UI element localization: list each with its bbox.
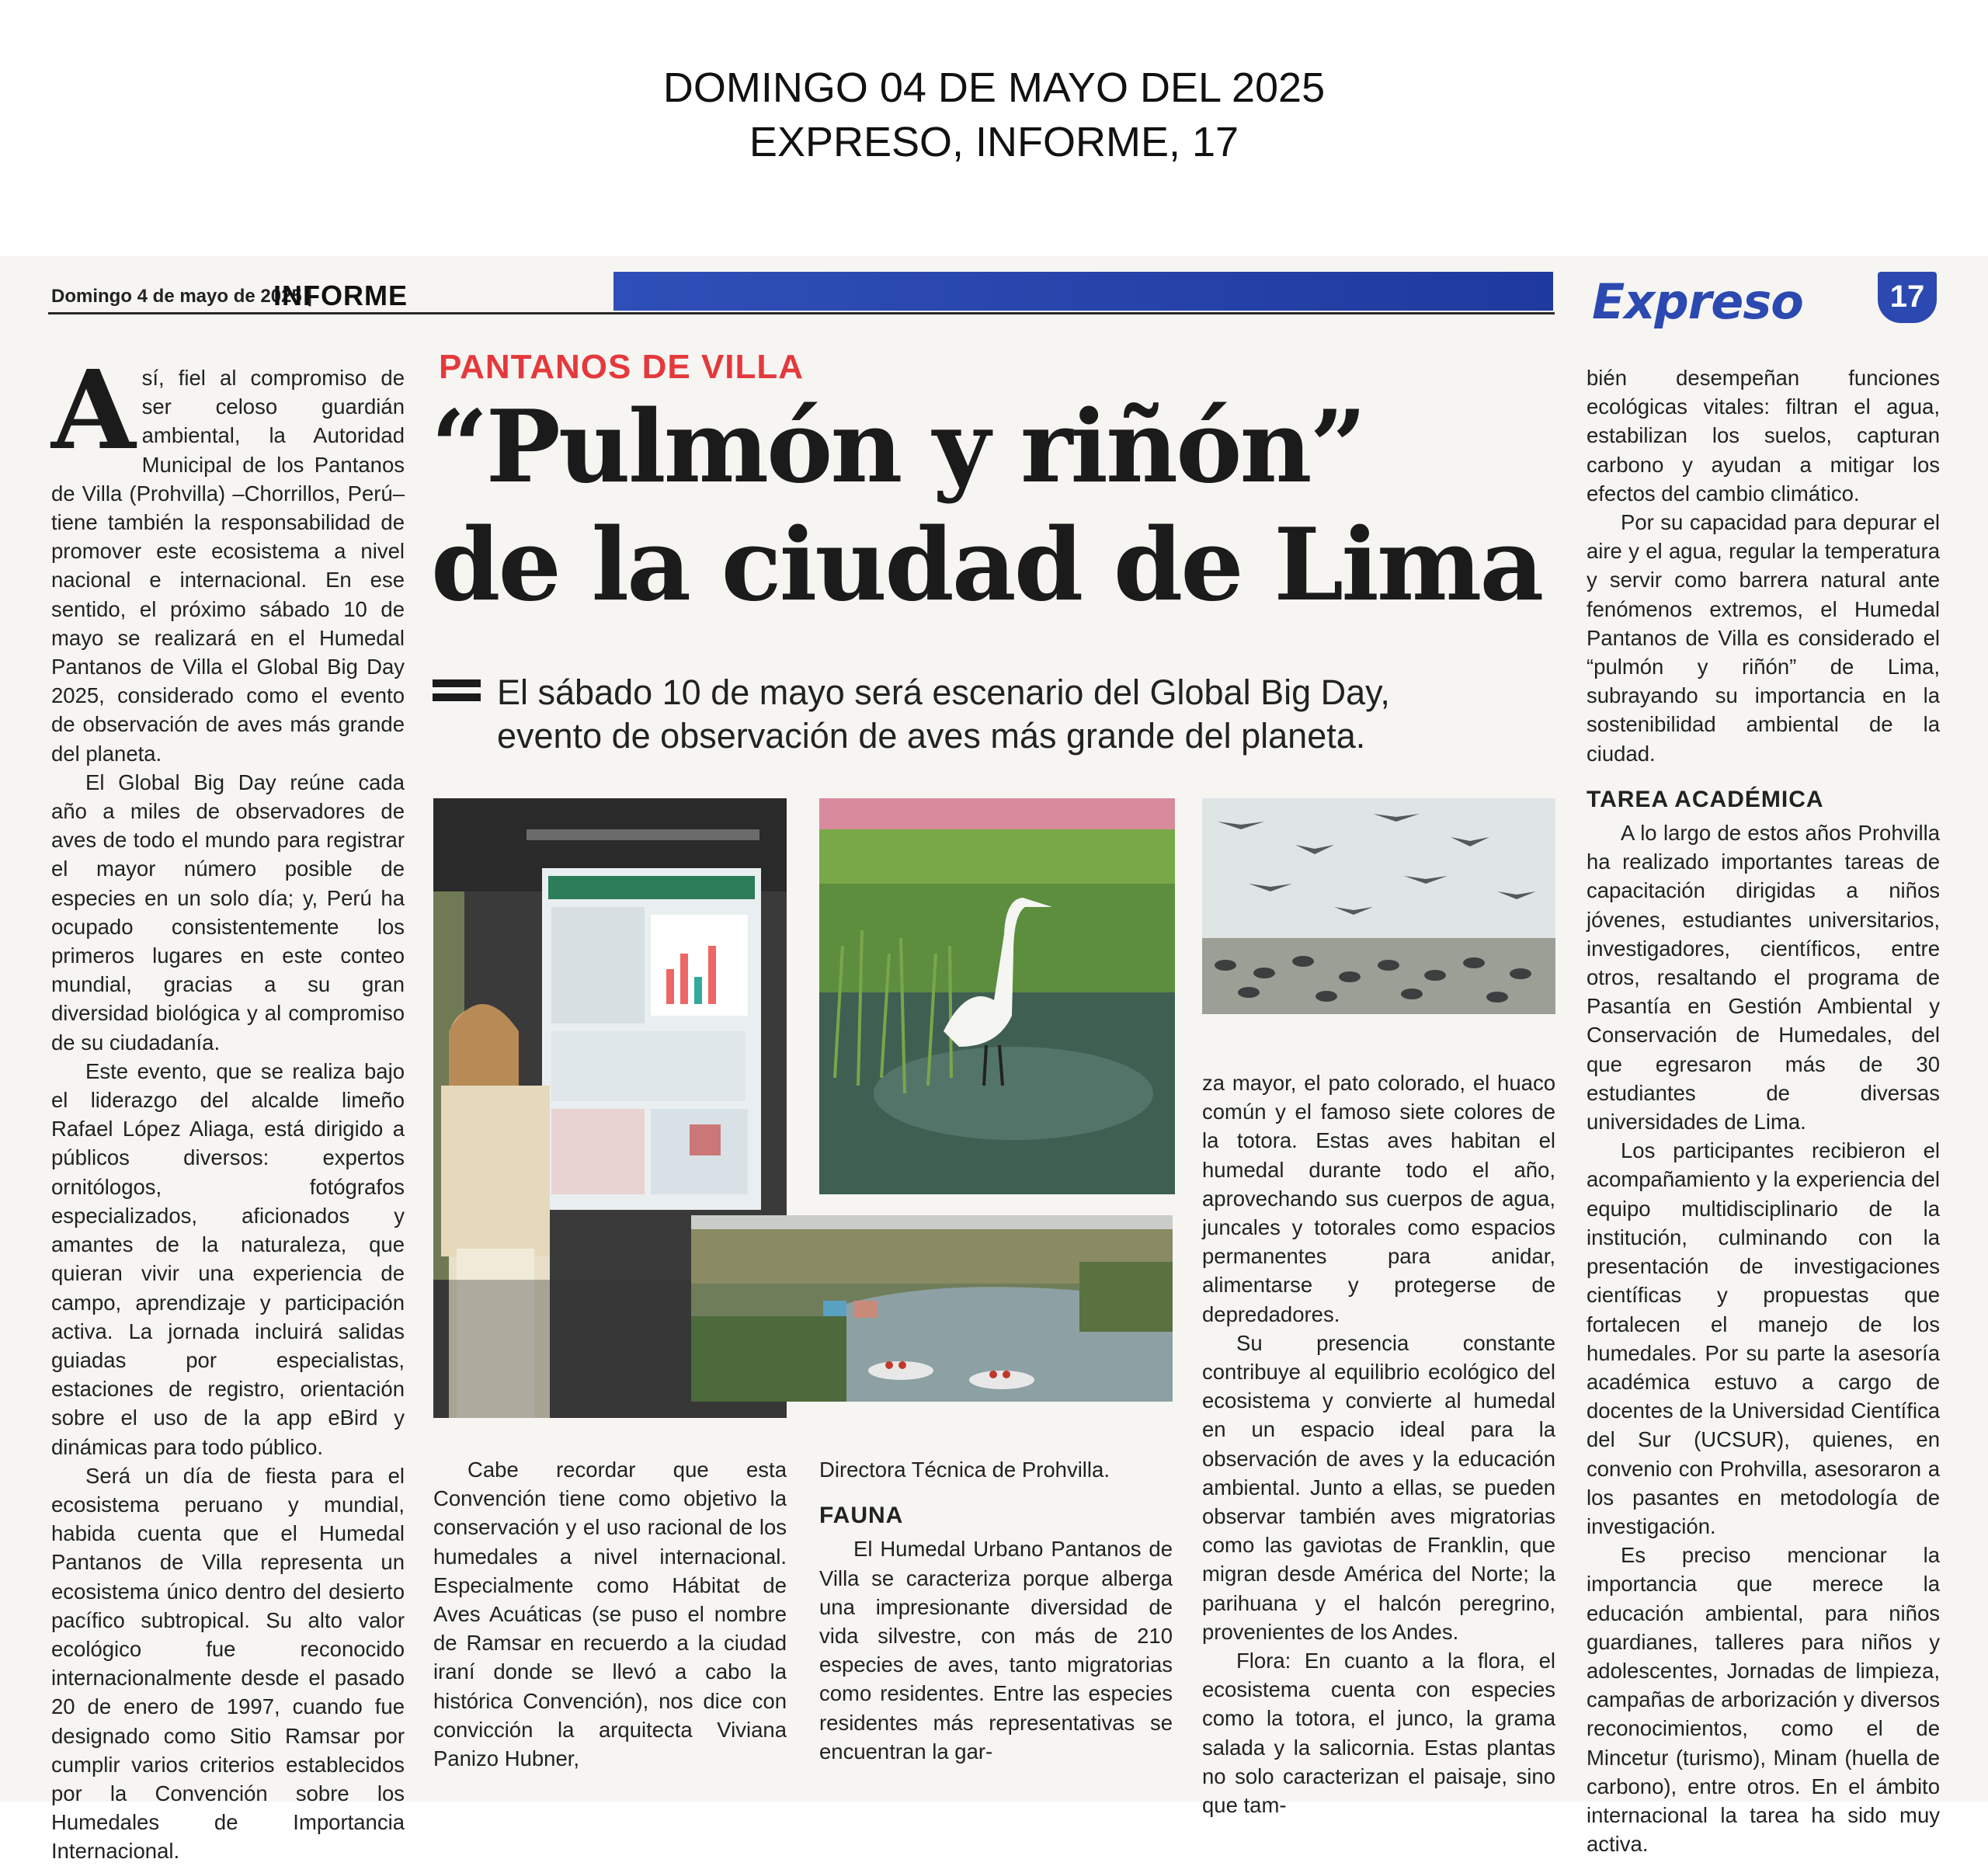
paragraph: Será un día de fiesta para el ecosistema peruano y mundial, habida cuenta que el Humedal Pantanos de Villa representa un ecosistema único dentro del desierto pacífico subtropical. Su alto valor ecológico fue reconocido internacionalmente desde el pasado 20 de enero de 1997, cuando fue designado como Sitio Ramsar por cumplir varios criterios establecidos por la Convención sobre los Humedales de Importancia Internacional.: [51, 1463, 405, 1864]
deck-line-2: evento de observación de aves más grande del planeta.: [497, 716, 1366, 756]
column-5: [1587, 363, 1940, 1858]
paragraph: El Humedal Urbano Pantanos de Villa se caracteriza porque alberga una impresionante diversidad de vida silvestre, con más de 210 especies de aves, tanto migratorias como residentes. Entre las especies residentes más representativas se encuentran la gar-: [819, 1537, 1173, 1763]
paragraph: Flora: En cuanto a la flora, el ecosistema cuenta con especies como la totora, el junco, la grama salada y la salicornia. Estas plantas no solo caracterizan el paisaje, sino que tam-: [1202, 1649, 1555, 1818]
article-deck: [497, 671, 1507, 758]
photo-lagoon-boats-image: [691, 1215, 1173, 1402]
paragraph: Directora Técnica de Prohvilla.: [819, 1458, 1110, 1482]
deck-marker-icon-2: [433, 693, 481, 701]
page-number-badge: 17: [1878, 272, 1937, 323]
drop-cap: A: [51, 347, 136, 474]
photo-egret: [819, 798, 1175, 1194]
paragraph: Este evento, que se realiza bajo el liderazgo del alcalde limeño Rafael López Aliaga, está dirigido a públicos diversos: expertos ornitólogos, fotógrafos especializados, aficionados y amantes de la naturaleza, que quieran vivir una experiencia de campo, aprendizaje y participación activa. La jornada incluirá salidas guiadas por especialistas, estaciones de registro, orientación sobre el uso de la app eBird y dinámicas para todo público.: [51, 1058, 405, 1459]
paragraph: Por su capacidad para depurar el aire y el agua, regular la temperatura y servir como barrera natural ante fenómenos extremos, el Humedal Pantanos de Villa es considerado el “pulmón y riñón” de Lima, subrayando su importancia en la sostenibilidad ambiental de la ciudad.: [1587, 510, 1940, 766]
paragraph: bién desempeñan funciones ecológicas vitales: filtran el agua, estabilizan los suelos, capturan carbono y ayudan a mitigar los efectos del cambio climático.: [1587, 366, 1940, 506]
caption-date: DOMINGO 04 DE MAYO DEL 2025: [662, 64, 1326, 111]
paragraph: A lo largo de estos años Prohvilla ha realizado importantes tareas de capacitación dirigidas a niños jóvenes, estudiantes universitarios, investigadores, científicos, entre otros, resaltando el programa de Pasantía en Gestión Ambiental y Conservación de Humedales, del que egresaron más de 30 estudiantes de diversas universidades de Lima.: [1587, 821, 1940, 1135]
header-date: Domingo 4 de mayo de 2025 |: [51, 286, 313, 307]
header-blue-band: [613, 272, 1553, 311]
column-1: [51, 347, 405, 1866]
caption-source: EXPRESO, INFORME, 17: [749, 119, 1239, 165]
headline-line-2: de la ciudad de Lima: [431, 507, 1542, 624]
photo-gulls: [1202, 798, 1555, 1014]
photo-lagoon-boats: [691, 1215, 1173, 1402]
deck-line-1: El sábado 10 de mayo será escenario del Global Big Day,: [497, 672, 1390, 712]
column-3: [819, 1455, 1173, 1766]
header-section: INFORME: [273, 280, 408, 311]
article-kicker: PANTANOS DE VILLA: [439, 348, 805, 386]
section-heading-tarea: TAREA ACADÉMICA: [1587, 786, 1824, 812]
brand-logo: Expreso: [1592, 273, 1803, 330]
column-4: [1202, 1069, 1555, 1819]
deck-marker-icon: [433, 679, 481, 687]
section-heading-fauna: FAUNA: [819, 1503, 904, 1529]
article-headline: [431, 388, 1565, 624]
photo-egret-image: [819, 798, 1175, 1194]
paragraph: Es preciso mencionar la importancia que merece la educación ambiental, para niños guardianes, talleres para niños y adolescentes, Jornadas de limpieza, campañas de arborización y diversos reconocimientos, como el de Mincetur (turismo), Minam (huella de carbono), entre otros. En el ámbito internacional la tarea ha sido muy activa.: [1587, 1543, 1940, 1857]
paragraph: Los participantes recibieron el acompañamiento y la experiencia del equipo multidisciplinario de la institución, culminando con la presentación de investigaciones científicas y propuestas que fortalecen el manejo de los humedales. Por su parte la asesoría académica estuvo a cargo de docentes de la Universidad Científica del Sur (UCSUR), quienes, en convenio con Prohvilla, asesoraron a los pasantes en metodología de investigación.: [1587, 1138, 1940, 1538]
paragraph: za mayor, el pato colorado, el huaco común y el famoso siete colores de la totora. Estas aves habitan el humedal durante todo el año, aprovechando sus cuerpos de agua, juncales y totorales como espacios permanentes para anidar, alimentarse y protegerse de depredadores.: [1202, 1071, 1555, 1326]
paragraph: Su presencia constante contribuye al equilibrio ecológico del ecosistema y convierte al humedal en un espacio ideal para la observación de aves y la educación ambiental. Junto a ellas, se pueden observar también aves migratorias como las gaviotas de Franklin, que migran desde América del Norte; la parihuana y el halcón peregrino, provenientes de los Andes.: [1202, 1330, 1555, 1644]
paragraph: El Global Big Day reúne cada año a miles de observadores de aves de todo el mundo para registrar el mayor número posible de especies en un solo día; y, Perú ha ocupado consistentemente los primeros lugares en este conteo mundial, gracias a su gran diversidad biológica y al compromiso de su ciudadanía.: [51, 770, 405, 1055]
header-rule: [48, 312, 1555, 314]
paragraph: Cabe recordar que esta Convención tiene como objetivo la conservación y el uso racional de los humedales a nivel internacional. Especialmente como Hábitat de Aves Acuáticas (se puso el nombre de Ramsar en recuerdo a la ciudad iraní donde se llevó a cabo la histórica Convención), nos dice con convicción la arquitecta Viviana Panizo Hubner,: [433, 1458, 787, 1771]
clipping-caption: [0, 61, 1988, 169]
photo-gulls-image: [1202, 798, 1555, 1014]
headline-line-1: “Pulmón y riñón”: [431, 389, 1365, 506]
paragraph: sí, fiel al compromiso de ser celoso guardián ambiental, la Autoridad Municipal de los Pantanos de Villa (Prohvilla) –Chorrillos, Perú– tiene también la responsabilidad de promover este ecosistema a nivel nacional e internacional. En ese sentido, el próximo sábado 10 de mayo se realizará en el Humedal Pantanos de Villa el Global Big Day 2025, considerado como el evento de observación de aves más grande del planeta.: [51, 366, 405, 766]
column-2: [433, 1455, 787, 1773]
